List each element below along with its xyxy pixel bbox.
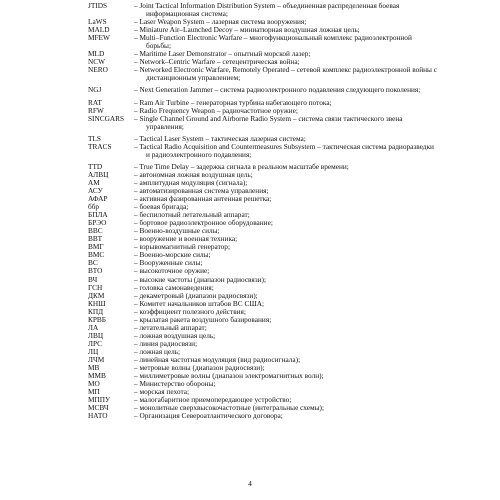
entry-abbreviation: ММВ (88, 371, 106, 381)
page-number: 4 (248, 479, 252, 488)
entry-definition: – Maritime Laser Demonstrator – опытный морской лазер; (134, 49, 311, 59)
entry-definition: – Ram Air Turbine – генераторная турбина набегающего потока; (134, 97, 332, 107)
entry-abbreviation: БРЭО (88, 218, 107, 228)
entry-definition: – Networked Electronic Warfare, Remotely Operated – сетевой комплекс радиоэлектронной войны с дистанционным управлением; (134, 65, 438, 83)
entry-definition: – морская пехота; (134, 387, 189, 397)
entry-abbreviation: TLS (88, 133, 101, 143)
entry-definition: – малогабаритное приемопередающее устройство; (134, 395, 292, 405)
glossary-entry (88, 143, 438, 159)
entry-abbreviation: ббр (88, 202, 100, 212)
entry-abbreviation: ЛВЦ (88, 330, 104, 340)
entry-abbreviation: MLD (88, 49, 105, 59)
entry-abbreviation: АСУ (88, 185, 103, 195)
entry-definition: – бортовое радиоэлектронное оборудование; (134, 218, 273, 228)
entry-definition: – Tactical Radio Acquisition and Countermeasures Subsystem – тактическая система радиоразведки и радиоэлектронного подавления; (134, 141, 434, 159)
entry-definition: – амплитудная модуляция (сигнала); (134, 177, 248, 187)
entry-definition: – True Time Delay – задержка сигнала в реальном масштабе времени; (134, 161, 349, 171)
entry-definition: – боевая бригада; (134, 202, 189, 212)
entry-abbreviation: TRACS (88, 141, 112, 151)
entry-abbreviation: ГСН (88, 282, 103, 292)
entry-definition: – автономная ложная воздушная цель; (134, 169, 253, 179)
entry-abbreviation: ЛА (88, 322, 99, 332)
entry-definition: – Организация Североатлантического договора; (134, 411, 283, 421)
entry-abbreviation: MALD (88, 25, 110, 35)
entry-abbreviation: ВМС (88, 250, 105, 260)
entry-definition: – Tactical Laser System – тактическая лазерная система; (134, 133, 306, 143)
entry-abbreviation: ДКМ (88, 290, 105, 300)
entry-definition: – вооружение и военная техника; (134, 234, 238, 244)
entry-definition: – Военно-морские силы; (134, 250, 211, 260)
entry-abbreviation: КПД (88, 306, 104, 316)
entry-abbreviation: RFW (88, 105, 104, 115)
entry-abbreviation: ВЧ (88, 274, 98, 284)
entry-definition: – декаметровый (диапазон радиосвязи); (134, 290, 258, 300)
entry-abbreviation: МВ (88, 363, 100, 373)
entry-abbreviation: АЛВЦ (88, 169, 109, 179)
glossary-entry (88, 34, 438, 50)
abbreviation-list (88, 2, 438, 420)
entry-definition: – ложная воздушная цель; (134, 330, 216, 340)
entry-definition: – крылатая ракета воздушного базирования; (134, 314, 272, 324)
entry-abbreviation: LaWS (88, 17, 107, 27)
entry-definition: – метровые волны (диапазон радиосвязи); (134, 363, 265, 373)
entry-abbreviation: МППУ (88, 395, 111, 405)
entry-abbreviation: MFEW (88, 33, 110, 43)
entry-abbreviation: КРВБ (88, 314, 106, 324)
glossary-entry (88, 412, 438, 420)
entry-definition: – линия радиосвязи; (134, 338, 198, 348)
entry-abbreviation: NGJ (88, 85, 102, 95)
entry-definition: – Single Channel Ground and Airborne Radio System – система связи тактического звена управления; (134, 113, 403, 131)
glossary-entry (88, 115, 438, 131)
entry-abbreviation: БПЛА (88, 210, 108, 220)
entry-abbreviation: ЛРС (88, 338, 102, 348)
entry-definition: – высокие частоты (диапазон радиосвязи); (134, 274, 267, 284)
entry-abbreviation: ВС (88, 258, 98, 268)
entry-definition: – Комитет начальников штабов ВС США; (134, 298, 264, 308)
entry-abbreviation: АМ (88, 177, 100, 187)
entry-definition: – Miniature Air–Launched Decoy – миниатюрная воздушная ложная цель; (134, 25, 360, 35)
entry-definition: – автоматизированная система управления; (134, 185, 269, 195)
entry-abbreviation: NCW (88, 57, 106, 67)
entry-definition: – Multi–Function Electronic Warfare – многофункциональный комплекс радиоэлектронной борьбы; (134, 33, 412, 51)
entry-definition: – головка самонаведения; (134, 282, 214, 292)
entry-abbreviation: ЛЧМ (88, 354, 105, 364)
glossary-entry (88, 86, 438, 94)
entry-definition: – Laser Weapon System – лазерная система вооружения; (134, 17, 307, 27)
entry-definition: – Joint Tactical Information Distribution System – объединенная распределенная боевая информационная система; (134, 1, 400, 19)
entry-definition: – Вооруженные силы; (134, 258, 203, 268)
entry-definition: – ложная цель; (134, 346, 181, 356)
entry-abbreviation: RAT (88, 97, 102, 107)
entry-definition: – высокоточное оружие; (134, 266, 210, 276)
entry-definition: – Network–Centric Warfare – сетецентрическая война; (134, 57, 300, 67)
entry-definition: – монолитные сверхвысокочастотные (интегральные схемы); (134, 403, 324, 413)
entry-abbreviation: TTD (88, 161, 103, 171)
entry-abbreviation: АФАР (88, 194, 108, 204)
entry-definition: – линейная частотная модуляция (вид радиосигнала); (134, 354, 301, 364)
entry-abbreviation: JTIDS (88, 1, 108, 10)
entry-abbreviation: МП (88, 387, 100, 397)
entry-abbreviation: NERO (88, 65, 108, 75)
entry-abbreviation: МО (88, 379, 100, 389)
entry-abbreviation: SINCGARS (88, 113, 125, 123)
entry-definition: – Министерство обороны; (134, 379, 216, 389)
entry-abbreviation: МСВЧ (88, 403, 109, 413)
glossary-entry (88, 66, 438, 82)
entry-definition: – взрывомагнитный генератор; (134, 242, 230, 252)
entry-definition: – миллиметровые волны (диапазон электромагнитных волн); (134, 371, 324, 381)
entry-definition: – коэффициент полезного действия; (134, 306, 246, 316)
entry-definition: – летательный аппарат; (134, 322, 207, 332)
entry-definition: – Next Generation Jammer – система радиоэлектронного подавления следующего поколения; (134, 85, 421, 95)
entry-definition: – Radio Frequency Weapon – радиочастотное оружие; (134, 105, 298, 115)
entry-abbreviation: НАТО (88, 411, 108, 421)
entry-abbreviation: ЛЦ (88, 346, 99, 356)
entry-definition: – беспилотный летательный аппарат; (134, 210, 250, 220)
entry-abbreviation: ВВС (88, 226, 103, 236)
entry-definition: – активная фазированная антенная решетка; (134, 194, 272, 204)
entry-abbreviation: ВТО (88, 266, 103, 276)
glossary-entry (88, 2, 438, 18)
entry-definition: – Военно-воздушные силы; (134, 226, 220, 236)
entry-abbreviation: КНШ (88, 298, 106, 308)
entry-abbreviation: ВВТ (88, 234, 103, 244)
entry-abbreviation: ВМГ (88, 242, 104, 252)
